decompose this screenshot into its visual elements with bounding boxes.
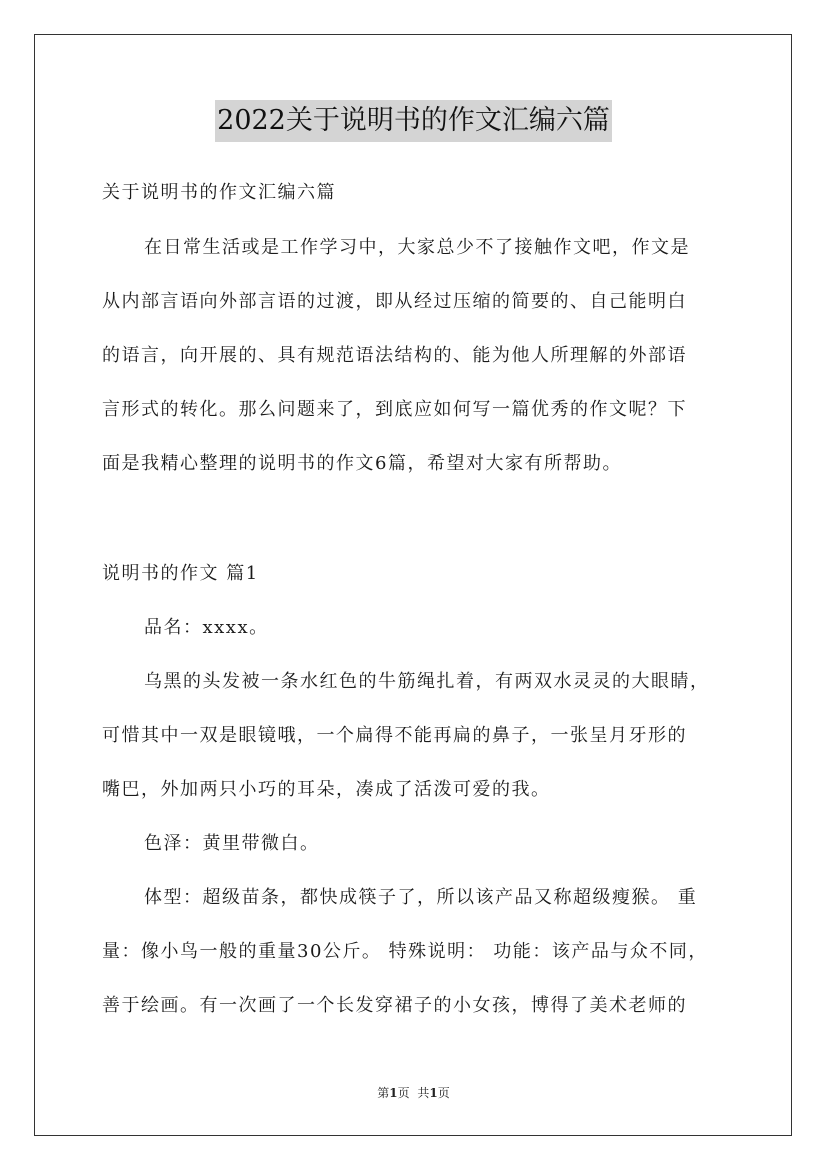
title-container xyxy=(0,100,827,142)
intro-line: 言形式的转化。那么问题来了，到底应如何写一篇优秀的作文呢？下 xyxy=(102,399,687,420)
footer-page-number: 1 xyxy=(389,1086,398,1100)
body-line: 色泽：黄里带微白。 xyxy=(144,833,320,854)
body-line: 乌黑的头发被一条水红色的牛筋绳扎着，有两双水灵灵的大眼睛， xyxy=(144,671,710,692)
intro-line: 面是我精心整理的说明书的作文6篇，希望对大家有所帮助。 xyxy=(102,453,622,474)
body-line: 嘴巴，外加两只小巧的耳朵，凑成了活泼可爱的我。 xyxy=(102,779,551,800)
footer-total-suffix: 页 xyxy=(437,1086,450,1100)
document-title: 2022关于说明书的作文汇编六篇 xyxy=(215,100,612,142)
intro-line: 从内部言语向外部言语的过渡，即从经过压缩的简要的、自己能明白 xyxy=(102,291,687,312)
body-line: 品名：xxxx。 xyxy=(144,617,269,638)
body-line: 体型：超级苗条，都快成筷子了，所以该产品又称超级瘦猴。 重 xyxy=(144,887,698,908)
footer-page-suffix: 页 xyxy=(397,1086,410,1100)
body-line: 量：像小鸟一般的重量30公斤。 特殊说明： 功能：该产品与众不同， xyxy=(102,941,708,962)
footer-total-prefix: 共 xyxy=(417,1086,430,1100)
body-line: 善于绘画。有一次画了一个长发穿裙子的小女孩，博得了美术老师的 xyxy=(102,995,687,1016)
body-line: 可惜其中一双是眼镜哦，一个扁得不能再扁的鼻子，一张呈月牙形的 xyxy=(102,725,687,746)
page-footer xyxy=(0,1084,827,1101)
subtitle: 关于说明书的作文汇编六篇 xyxy=(102,182,336,203)
footer-page-prefix: 第 xyxy=(377,1086,390,1100)
intro-line: 的语言，向开展的、具有规范语法结构的、能为他人所理解的外部语 xyxy=(102,345,687,366)
section-heading: 说明书的作文 篇1 xyxy=(102,563,259,584)
intro-line: 在日常生活或是工作学习中，大家总少不了接触作文吧，作文是 xyxy=(144,237,690,258)
footer-total-number: 1 xyxy=(429,1086,438,1100)
